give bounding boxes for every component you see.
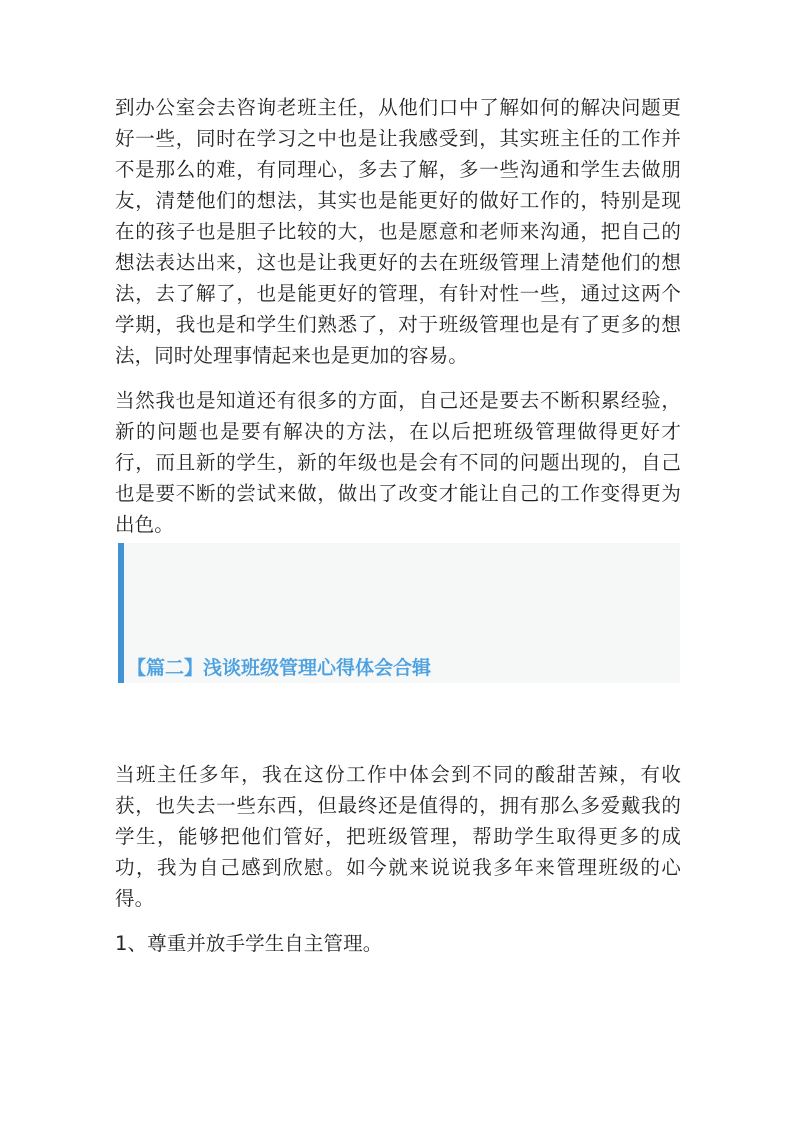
article-body-bottom [115, 759, 681, 973]
paragraph-point-one: 1、尊重并放手学生自主管理。 [115, 932, 383, 955]
section-heading-block [118, 543, 680, 683]
paragraph-consulting-teachers: 到办公室会去咨询老班主任，从他们口中了解如何的解决问题更好一些，同时在学习之中也是让我感受到，其实班主任的工作并不是那么的难，有同理心，多去了解，多一些沟通和学生去做朋友，清楚他们的想法，其实也是能更好的做好工作的，特别是现在的孩子也是胆子比较的大，也是愿意和老师来沟通，把自己的想法表达出来，这也是让我更好的去在班级管理上清楚他们的想法，去了解了，也是能更好的管理，有针对性一些，通过这两个学期，我也是和学生们熟悉了，对于班级管理也是有了更多的想法，同时处理事情起来也是更加的容易。 [115, 96, 681, 367]
section-heading: 【篇二】浅谈班级管理心得体会合辑 [127, 657, 432, 679]
paragraph-accumulate-experience: 当然我也是知道还有很多的方面，自己还是要去不断积累经验，新的问题也是要有解决的方法，在以后把班级管理做得更好才行，而且新的学生，新的年级也是会有不同的问题出现的，自己也是要不断的尝试来做，做出了改变才能让自己的工作变得更为出色。 [115, 389, 681, 536]
paragraph-years-as-head-teacher: 当班主任多年，我在这份工作中体会到不同的酸甜苦辣，有收获，也失去一些东西，但最终还是值得的，拥有那么多爱戴我的学生，能够把他们管好，把班级管理，帮助学生取得更多的成功，我为自己感到欣慰。如今就来说说我多年来管理班级的心得。 [115, 763, 681, 910]
article-body-top [115, 92, 681, 554]
